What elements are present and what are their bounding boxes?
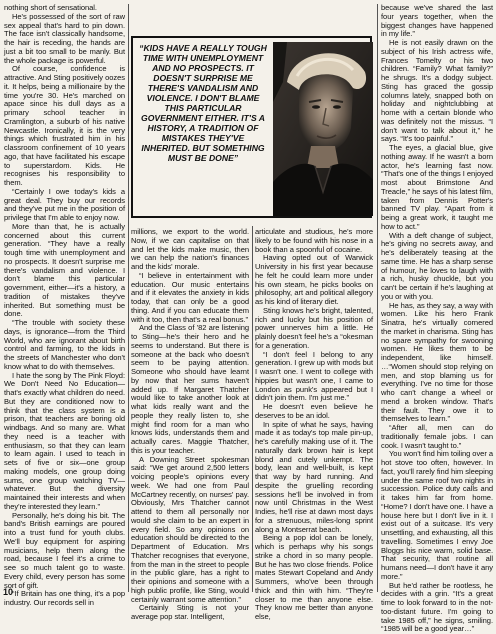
article-paragraph: “Certainly I owe today's kids a great deal. They buy our records and they've put me in the position of privilege that I'm able to enjoy now. [4, 188, 125, 223]
pull-quote-text: “KIDS HAVE A REALLY TOUGH TIME WITH UNEMPLOYMENT AND NO PROSPECTS. IT DOESN'T SURPRISE ME THERE'S VANDALISM AND VIOLENCE. I DON'T BLAME THIS PARTICULAR GOVERNMENT EITHER. IT'S A HISTORY, A TRADITION OF MISTAKES THEY'VE INHERITED. BUT SOMETHING MUST BE DONE” [139, 44, 267, 164]
article-paragraph: Of course, confidence is attractive. And Sting positively oozes it. It helps, being a millionaire by the time you're 30. He's marched on apace since his dull days as a primary school teacher in Cramlington, a suburb of his native Newcastle. Ironically, it is the very things which frustrated him in his classroom confinement of 10 years ago, that have facilitated his escape to superstardom. Kids. He recognises his responsibility to them. [4, 65, 125, 188]
article-paragraph: He has, as they say, a way with women. Like his hero Frank Sinatra, he's virtually cornered the market in charisma. Sting has no spare sympathy for swooning women. He likes them to be independent, like himself. …“Women should stop relying on men, and stop blaming us for everything. I've no time for those who can't change a wheel or mend a broken window. That's their fault. They owe it to themselves to learn.” [381, 302, 493, 425]
article-paragraph: Being a pop idol can be lonely, which is perhaps why his songs strike a chord in so many people. But he has two close friends. Police mates Stewart Copeland and Andy Summers, who've been through thick and thin with him. “They're closer to me than anyone else. They know me better than anyone else, [255, 534, 373, 622]
column-divider [377, 4, 378, 592]
article-paragraph: He's possessed of the sort of raw sex appeal that's hard to pin down. The face isn't classically handsome, the hair is receding, the hands are just a bit too small to be manly. But the whole package is powerful. [4, 13, 125, 66]
article-paragraph: “I believe in entertainment with education. Our music entertains and if it elevates the anxiety in kids today, that can only be a good thing. And if you can educate them with it too, then that's a real bonus.” [131, 272, 249, 325]
article-paragraph: He doesn't even believe he deserves to be an idol. [255, 403, 373, 421]
article-paragraph: articulate and studious, he's more likely to be found with his nose in a book than a spoonful of cocaine. [255, 228, 373, 254]
page-number: 10 [3, 587, 13, 597]
portrait-photo-image [273, 42, 373, 216]
portrait-photo [273, 42, 373, 216]
article-paragraph: I hate the song by The Pink Floyd: We Don't Need No Education—that's exactly what children do need. But they are conditioned now to think that the class system is a prison, that teachers are boring old windbags. And so many are. What they need is a teacher with enthusiasm, so that they can learn to learn again. I used to teach in sets of five or six—one group making models, one group doing sums, one group watching TV—whatever. But the diversity maintained their interests and when they're interested they learn.” [4, 372, 125, 512]
article-paragraph: because we've shared the last four years together, when the biggest changes have happened in my life.” [381, 4, 493, 39]
article-paragraph: With a deft change of subject, he's giving no secrets away, and he's deliberately teasing at the same time. He has a sharp sense of humour, he loves to laugh with a rich, husky chuckle, but you can't be certain if he's laughing at you or with you. [381, 232, 493, 302]
article-paragraph: Having opted out of Warwick University in his first year because he felt he could learn more under his own steam, he picks books on philosophy, art and political allegory as his kind of literary diet. [255, 254, 373, 307]
article-column-3 [255, 228, 373, 592]
column-divider [252, 226, 253, 592]
column-divider [128, 4, 129, 592]
article-paragraph: He is not easily drawn on the subject of his Irish actress wife, Frances Tomelty or his two children. “Family? What family?” he shrugs. It's a dodgy subject. Sting has graced the gossip columns lately, snapped both on holiday and nightclubbing at home with a certain blonde who was definitely not the missus. “I don't want to talk about it,” he says. “It's too painful.” [381, 39, 493, 144]
article-paragraph: Sting knows he's bright, talented, rich and lucky but his position of power unnerves him a little. He plainly doesn't feel he's a “okesman for a generation. [255, 307, 373, 351]
article-paragraph: “The trouble with society these days, is ignorance—from the Third World, who are ignorant about birth control and farming, to the kids in the streets of Manchester who don't know what to do with themselves. [4, 319, 125, 372]
article-paragraph: More than that, he is actually concerned about this current generation. “They have a really tough time with unemployment and no prospects. It doesn't surprise me there's vandalism and violence. I don't blame this particular government, either—it's a history, a tradition of mistakes they've inherited. But something must be done. [4, 223, 125, 319]
article-column-4 [381, 4, 493, 592]
article-paragraph: “I don't feel I belong to any generation. I grew up with mods but I wasn't one. I went to college with hippies but wasn't one, I came to London as punk's appeared but I didn't join them. I'm just me.” [255, 351, 373, 404]
article-column-1 [4, 4, 125, 592]
article-column-2 [131, 228, 249, 592]
article-paragraph: But he'd rather be rootless, he decides with a grin. “It's a great time to look forward to in the not-too-distant future. I'm going to take 1985 off,” he signs, smiling. “1985 will be a good year…” [381, 582, 493, 634]
article-paragraph: You won't find him toiling over a hot stove too often, however. In fact, you'll rarely find him sleeping under the same roof two nights in succession. Police duty calls and it takes him far from home. “Home? I don't have one. I have a house here but I don't live in it. I exist out of a suitcase. It's very unsettling, and exhausting, all this travelling. Sometimes I envy Joe Bloggs his nice warm, solid base. That security, that routine all humans need—I don't have it any more.” [381, 450, 493, 581]
article-paragraph: “After all, men can do traditionally female jobs. I can cook. I wasn't taught to.” [381, 424, 493, 450]
article-paragraph: millions, we export to the world. Now, if we can capitalise on that and let the kids make music, then we can help the nation's finances and the kids' morale. [131, 228, 249, 272]
article-paragraph: Certainly Sting is not your average pop star. Intelligent, [131, 604, 249, 622]
article-paragraph: In spite of what he says, having made it as today's top male pin-up, he's carefully making use of it. The naturally dark brown hair is kept blond and cutely unkempt. The body, lean and well-built, is kept that way by hard running. And despite the gruelling recording sessions he'll be involved in from now until Christmas in the West Indies, he'll rise at dawn most days for a strenuous, miles-long sprint along a Montserrat beach. [255, 421, 373, 535]
article-paragraph: A Downing Street spokesman said: “We get around 2,500 letters voicing people's opinions every week. We had one from Paul McCartney recently, on nurses' pay. Obviously, Mrs Thatcher cannot attend to them all personally nor would she claim to be an expert in every field. So any opinions on education should be directed to the Department of Education. Mrs Thatcher recognises that everyone, from the man in the street to people in the public glare, has a right to their opinions and someone with a high public profile, like Sting, would certainly warrant some attention.” [131, 456, 249, 605]
article-paragraph: And the Class of '82 are listening to Sting—he's their hero and he seems to understand. But there is someone at the back who doesn't seem to be paying attention. Someone who should have learnt by now that her sums haven't added up. If Margaret Thatcher would like to take another look at what kids really want and the people they really listen to, she might find room for a man who knows kids, understands them and actually cares. Maggie Thatcher, this is your teacher. [131, 324, 249, 455]
pull-quote-box [131, 36, 372, 218]
article-paragraph: “If Britain has one thing, it's a pop industry. Our records sell in [4, 590, 125, 608]
article-paragraph: nothing short of sensational. [4, 4, 125, 13]
article-paragraph: The eyes, a glacial blue, give nothing away. If he wasn't a born actor, he's learning fast now. “That's one of the things I enjoyed most about Brimstone And Treacle,” he says of his latest film, taken from Dennis Potter's banned TV play. “Apart from it being a great work, it taught me how to act.” [381, 144, 493, 232]
article-paragraph: Personally, he's doing his bit. The band's British earnings are poured into a trust fund for youth clubs. We'll buy equipment for aspiring musicians, help them along the road, because I feel it's a crime to see so much talent go to waste. Every child, every person has some sort of gift. [4, 512, 125, 591]
